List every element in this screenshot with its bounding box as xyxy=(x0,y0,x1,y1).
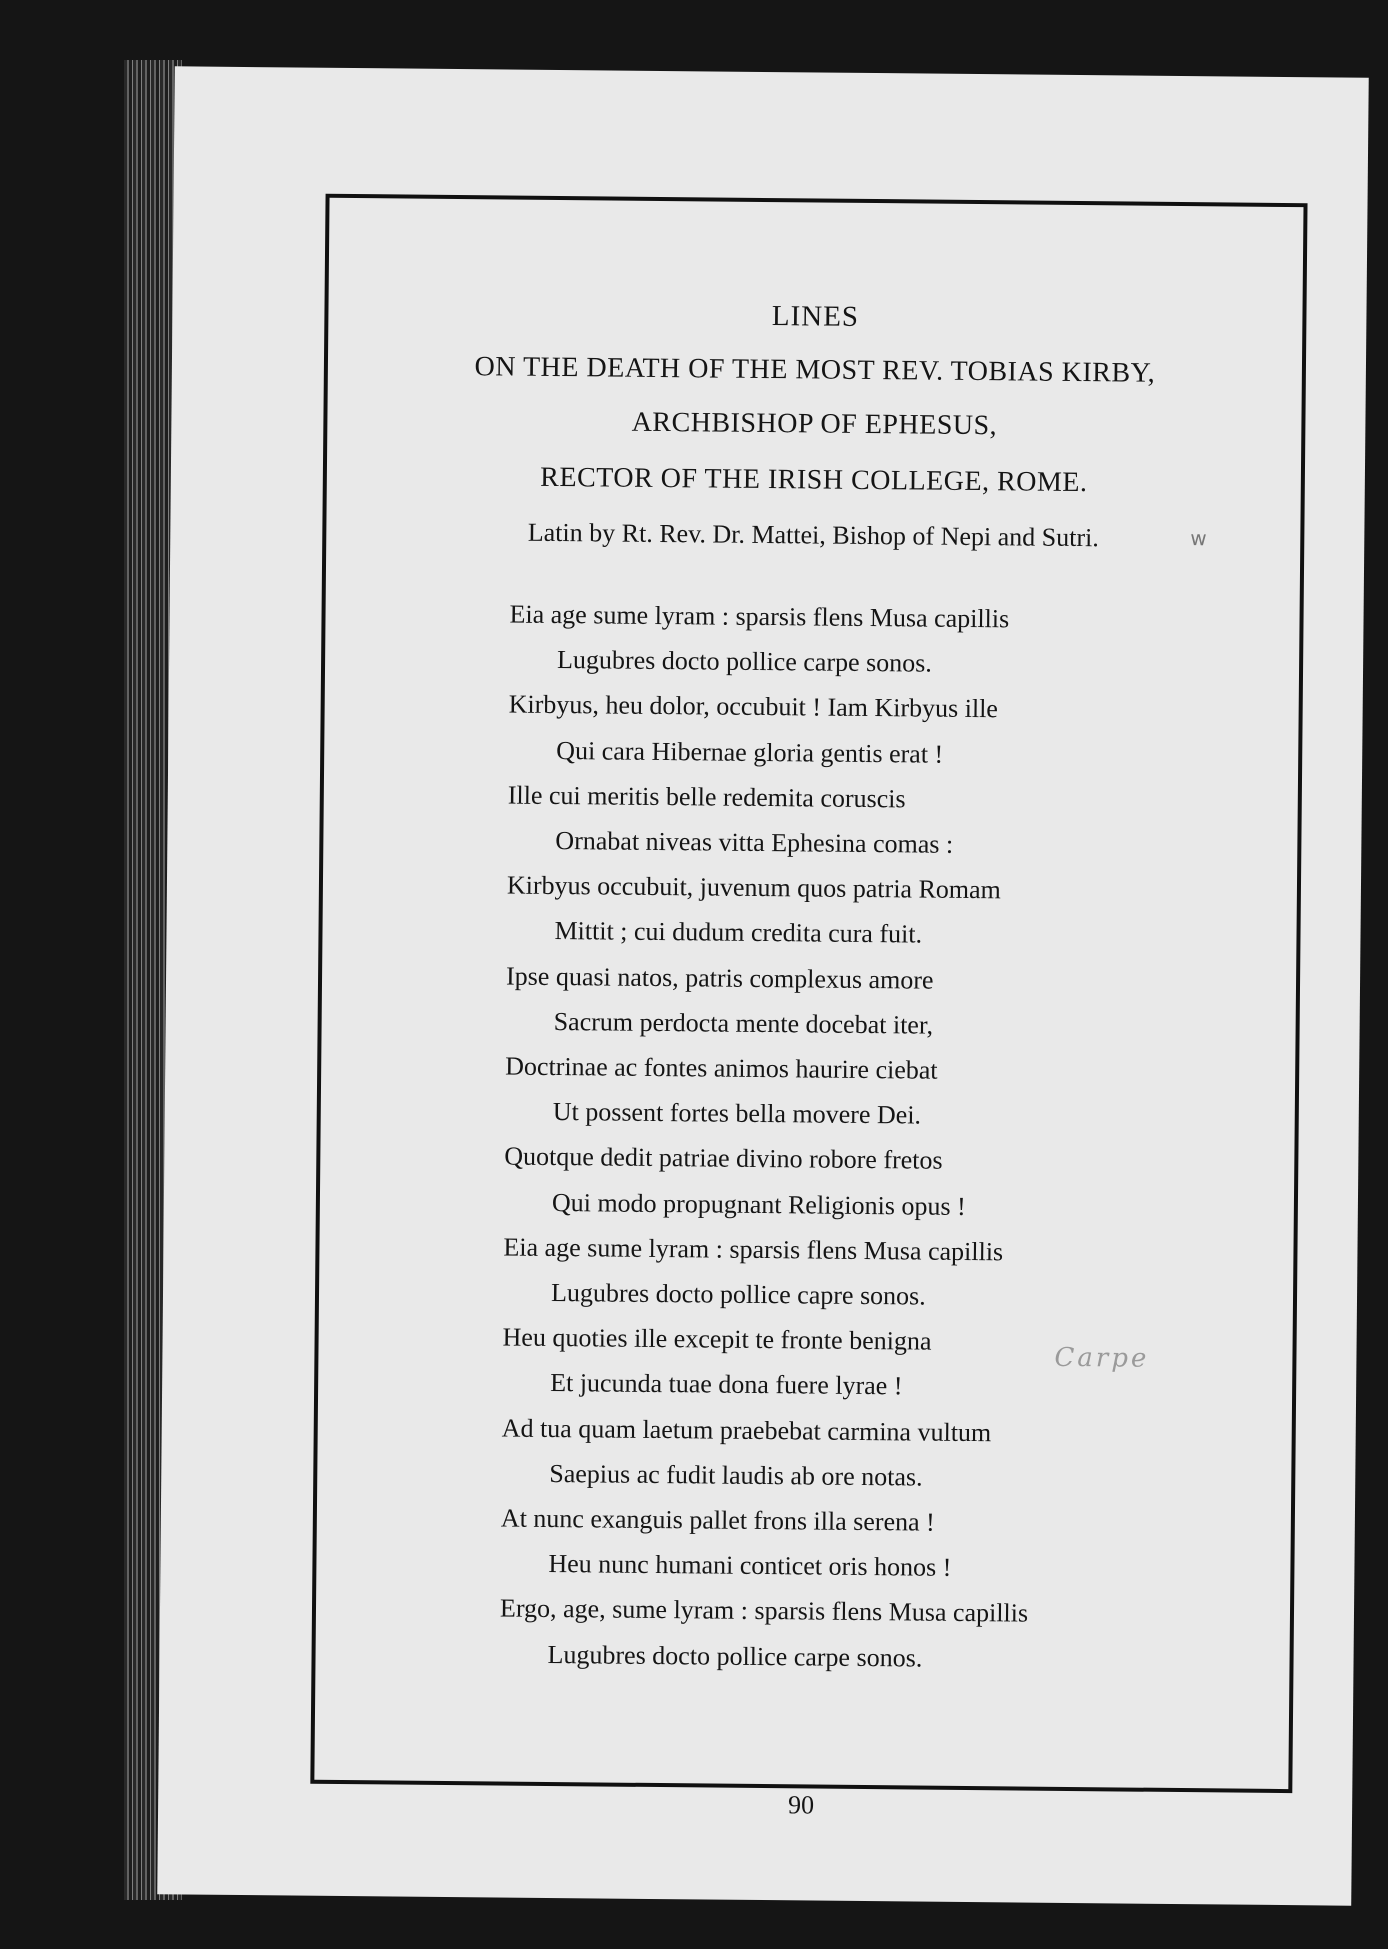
poem-line: Qui modo propugnant Religionis opus ! xyxy=(551,1187,966,1221)
handwritten-margin-mark: w xyxy=(1190,526,1207,551)
page-number: 90 xyxy=(788,1790,815,1820)
page-content xyxy=(314,198,1303,1820)
poem-line: Kirbyus, heu dolor, occubuit ! Iam Kirbyus ille xyxy=(508,689,999,724)
poem-line: Heu nunc humani conticet oris honos ! xyxy=(548,1549,952,1583)
poem-line: Kirbyus occubuit, juvenum quos patria Romam xyxy=(506,870,1002,905)
poem-title: LINES xyxy=(771,300,860,333)
poem-line: Eia age sume lyram : sparsis flens Musa capillis xyxy=(509,599,1010,634)
poem-line: Heu quoties ille excepit te fronte benigna xyxy=(502,1322,932,1356)
author-byline: Latin by Rt. Rev. Dr. Mattei, Bishop of Nepi and Sutri. xyxy=(527,517,1099,553)
poem-line: Ad tua quam laetum praebebat carmina vultum xyxy=(501,1413,992,1447)
heading-line-2: ARCHBISHOP OF EPHESUS, xyxy=(631,406,998,442)
poem-line: Lugubres docto pollice carpe sonos. xyxy=(547,1639,923,1673)
poem-line: Ergo, age, sume lyram : sparsis flens Musa capillis xyxy=(499,1593,1029,1628)
poem-line: Ornabat niveas vitta Ephesina comas : xyxy=(555,826,954,859)
heading-line-1: ON THE DEATH OF THE MOST REV. TOBIAS KIRBY, xyxy=(474,351,1156,389)
poem-line: Ut possent fortes bella movere Dei. xyxy=(552,1097,922,1130)
poem-line: Lugubres docto pollice carpe sonos. xyxy=(556,645,932,678)
poem-line: Doctrinae ac fontes animos haurire ciebat xyxy=(505,1051,938,1085)
poem-line: Mittit ; cui dudum credita cura fuit. xyxy=(554,916,923,949)
poem-line: Lugubres docto pollice capre sonos. xyxy=(550,1277,926,1311)
poem-line: Ille cui meritis belle redemita coruscis xyxy=(507,780,906,814)
poem-line: At nunc exanguis pallet frons illa serena ! xyxy=(500,1503,935,1537)
poem-line: Eia age sume lyram : sparsis flens Musa capillis xyxy=(503,1232,1004,1267)
poem-line: Saepius ac fudit laudis ab ore notas. xyxy=(549,1458,923,1492)
poem-line: Et jucunda tuae dona fuere lyrae ! xyxy=(550,1368,903,1401)
handwritten-correction: Carpe xyxy=(1054,1342,1150,1374)
poem-line: Sacrum perdocta mente docebat iter, xyxy=(553,1006,934,1040)
poem-line: Qui cara Hibernae gloria gentis erat ! xyxy=(556,735,944,769)
poem-line: Quotque dedit patriae divino robore fretos xyxy=(504,1141,943,1176)
poem-line: Ipse quasi natos, patris complexus amore xyxy=(505,961,934,995)
page-border xyxy=(310,194,1307,1820)
heading-line-3: RECTOR OF THE IRISH COLLEGE, ROME. xyxy=(540,461,1088,499)
book-page xyxy=(157,66,1368,1905)
